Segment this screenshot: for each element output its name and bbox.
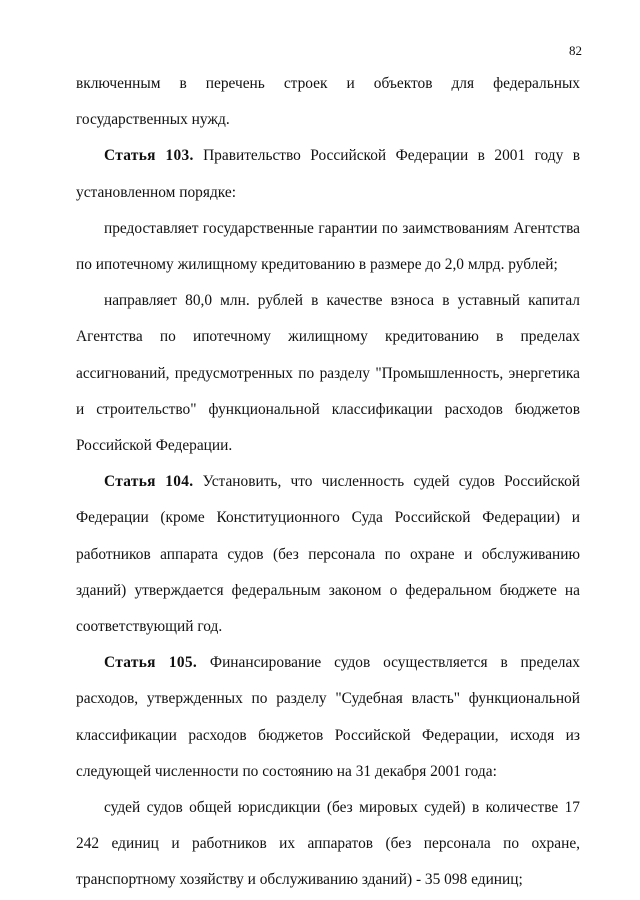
paragraph-text: Правительство Российской Федерации в 2001 году в установленном порядке: [76, 147, 580, 201]
paragraph-judges-count [76, 790, 580, 899]
paragraph-guarantees [76, 211, 580, 283]
paragraph-continuation [76, 66, 580, 138]
paragraph-text: включенным в перечень строек и объектов для федеральных государственных нужд. [76, 75, 580, 129]
paragraph-article-103 [76, 138, 580, 210]
paragraph-text: Установить, что численность судей судов Российской Федерации (кроме Конституционного Суда Российской Федерации) и работников аппарата судов (без персонала по охране и обслуживанию зданий) утверждается федеральным законом о федеральном бюджете на соответствующий год. [76, 473, 580, 636]
article-label: Статья 105. [104, 654, 198, 672]
paragraph-article-104 [76, 464, 580, 645]
paragraph-capital-contribution [76, 283, 580, 464]
paragraph-text: судей судов общей юрисдикции (без мировых судей) в количестве 17 242 единиц и работников их аппаратов (без персонала по охране, транспортному хозяйству и обслуживанию зданий) - 35 098 единиц; [76, 799, 580, 889]
paragraph-article-105 [76, 645, 580, 790]
paragraph-text: предоставляет государственные гарантии по заимствованиям Агентства по ипотечному жилищному кредитованию в размере до 2,0 млрд. рублей; [76, 219, 580, 274]
article-label: Статья 103. [104, 147, 194, 165]
article-label: Статья 104. [104, 473, 194, 491]
document-body [76, 66, 580, 899]
paragraph-text: Финансирование судов осуществляется в пределах расходов, утвержденных по разделу "Судебная власть" функциональной классификации расходов бюджетов Российской Федерации, исходя из следующей численности по состоянию на 31 декабря 2001 года: [76, 654, 580, 780]
paragraph-text: направляет 80,0 млн. рублей в качестве взноса в уставный капитал Агентства по ипотечному жилищному кредитованию в пределах ассигнований, предусмотренных по разделу "Промышленность, энергетика и строительство" функциональной классификации расходов бюджетов Российской Федерации. [76, 292, 580, 455]
page-number: 82 [569, 43, 582, 58]
